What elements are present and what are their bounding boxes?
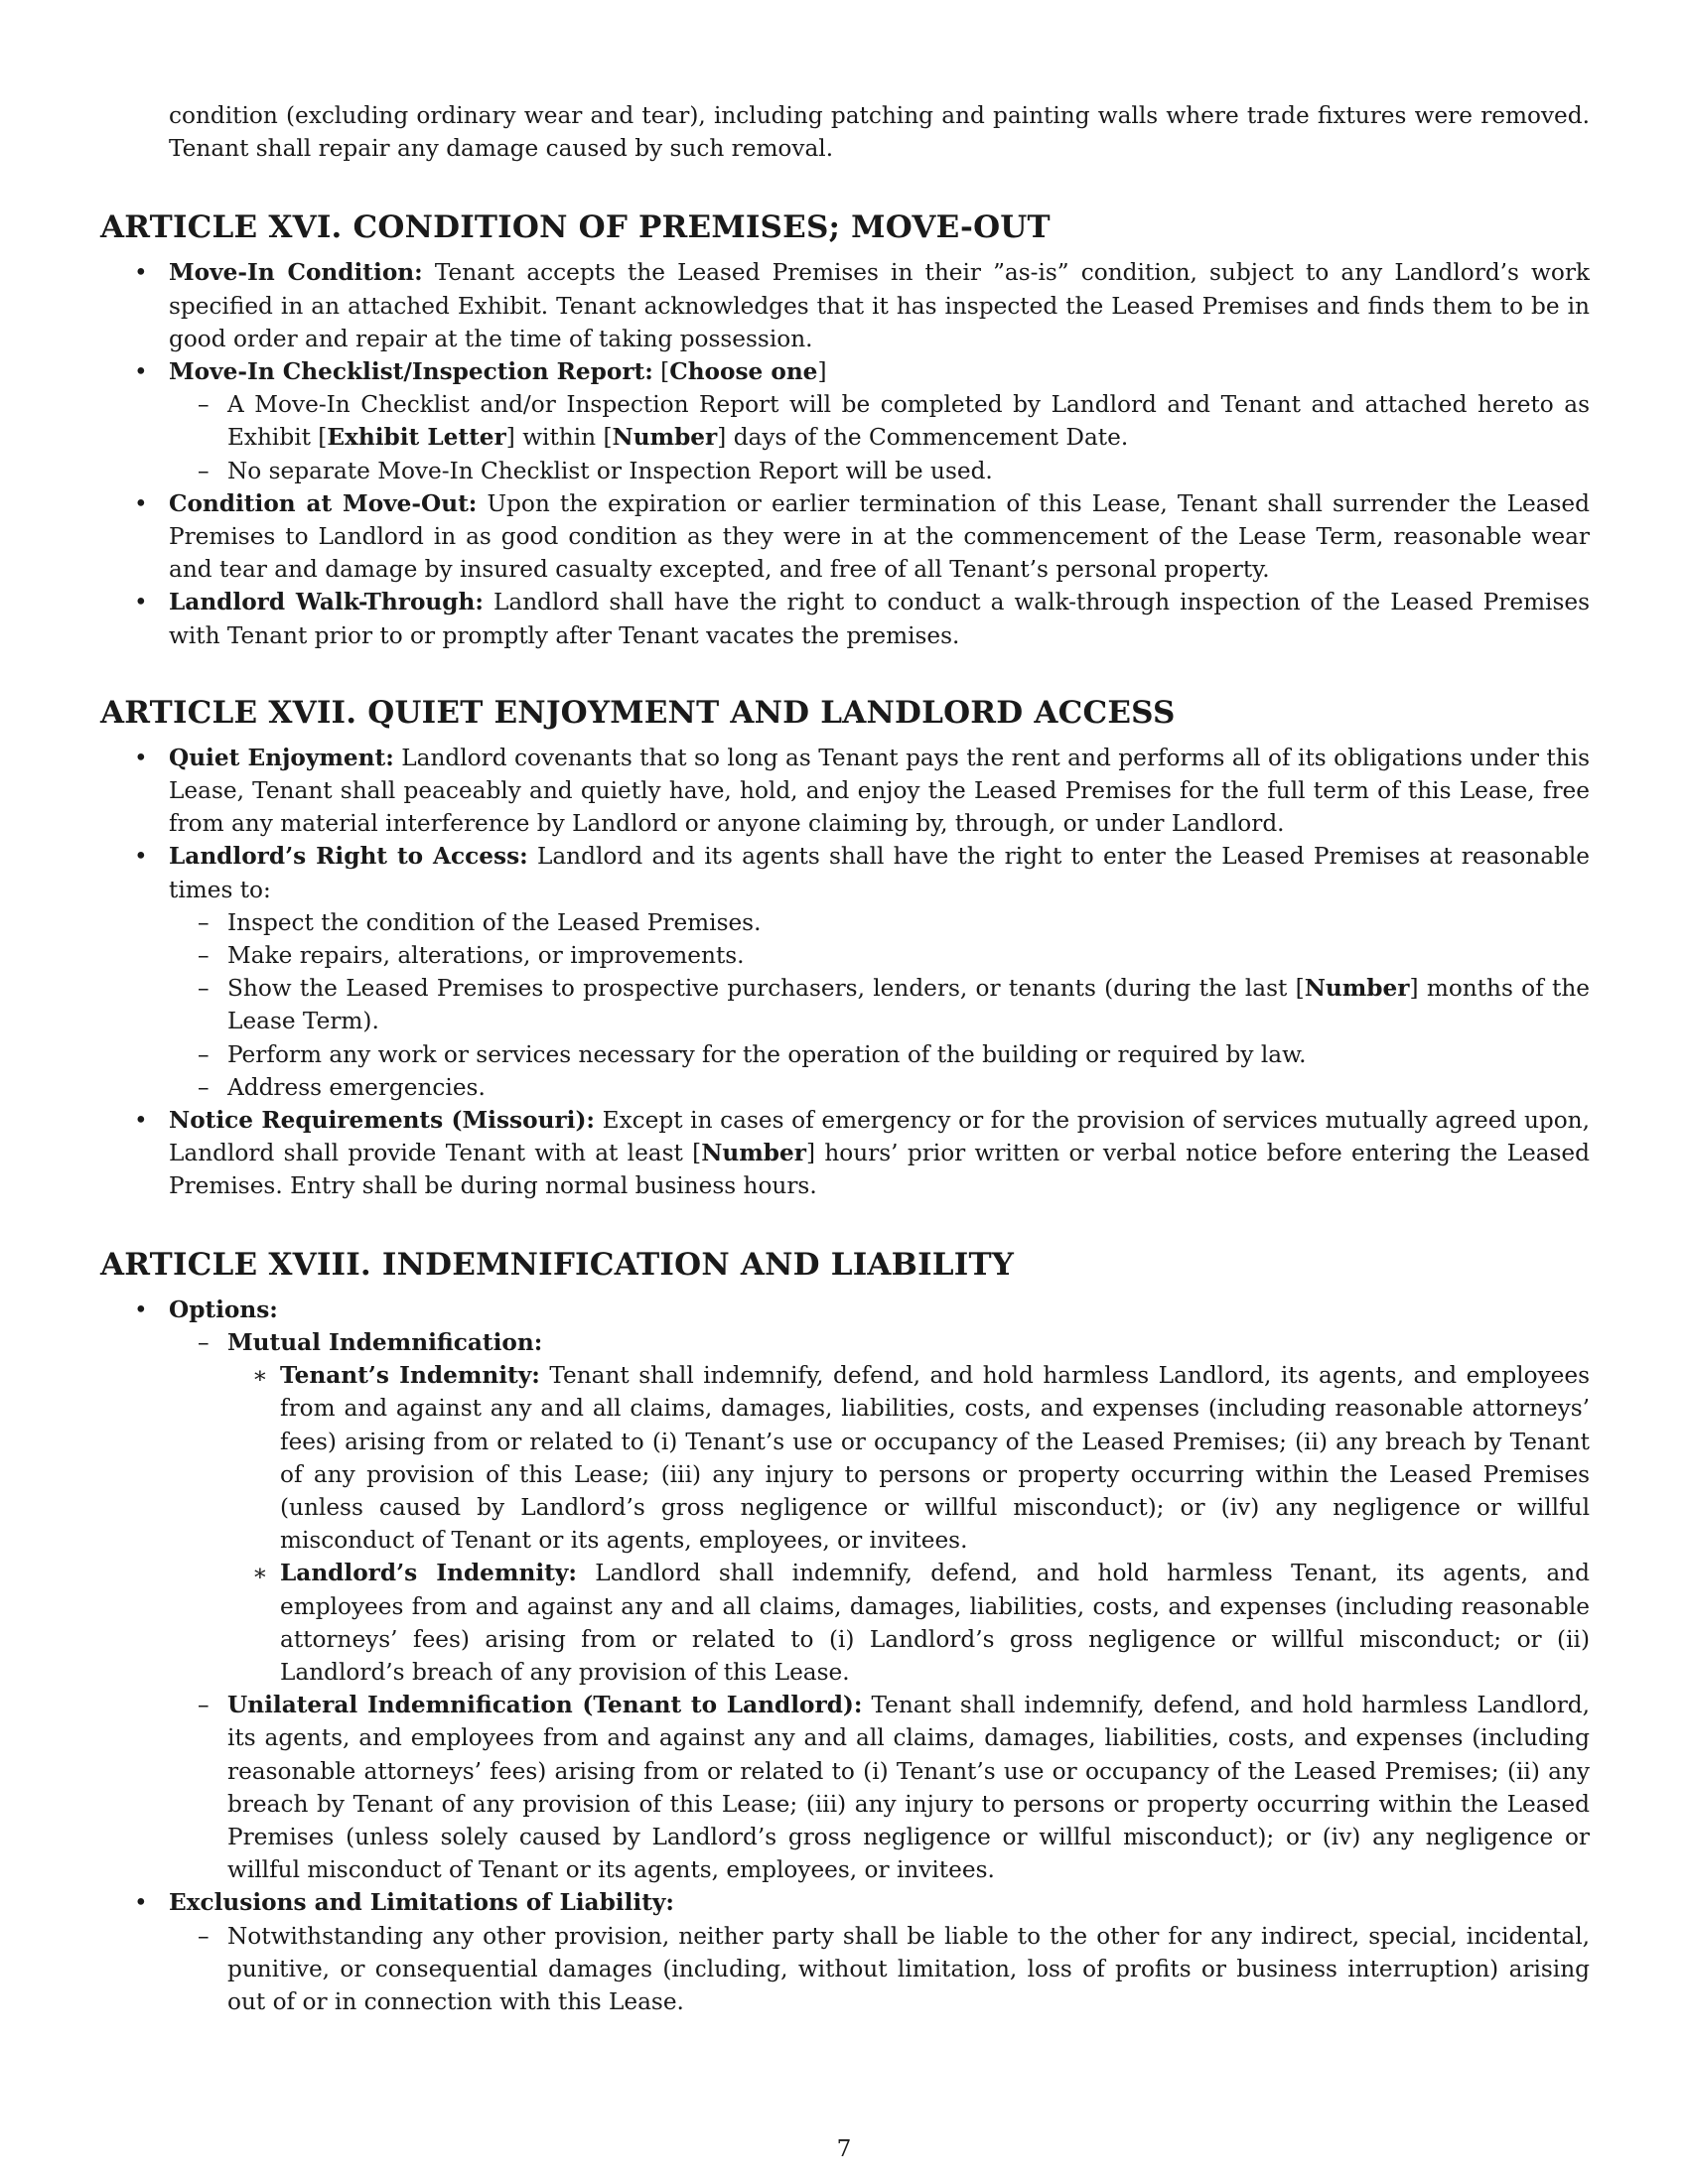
dash-icon: – xyxy=(198,457,210,484)
item-text: Make repairs, alterations, or improvements. xyxy=(227,942,745,970)
item-text: Landlord shall have the right to conduct a walk-through inspection of the Leased Premises with Tenant prior to or promptly after Tenant vacates the premises. xyxy=(169,589,1590,649)
sub-list xyxy=(169,1326,1590,1886)
sub-list xyxy=(169,388,1590,487)
item-label: Mutual Indemnification: xyxy=(227,1328,543,1356)
list-item xyxy=(100,840,1590,1104)
list-item xyxy=(100,1886,1590,2018)
dash-icon: – xyxy=(198,975,210,1003)
article-xvii-list xyxy=(100,742,1590,1203)
item-label: Tenant’s Indemnity: xyxy=(280,1362,540,1390)
dash-icon: – xyxy=(198,1073,210,1101)
article-xvii-heading: ARTICLE XVII. QUIET ENJOYMENT AND LANDLORD ACCESS xyxy=(100,694,1176,731)
placeholder-number: Number xyxy=(1304,975,1410,1003)
item-text: Perform any work or services necessary for the operation of the building or required by law. xyxy=(227,1040,1307,1068)
placeholder-number: Number xyxy=(701,1140,806,1167)
page-number: 7 xyxy=(836,2135,852,2162)
item-label: Unilateral Indemnification (Tenant to Landlord): xyxy=(227,1692,863,1719)
item-text: Notwithstanding any other provision, neither party shall be liable to the other for any indirect, special, incidental, punitive, or consequential damages (including, without limitation, loss of profits or business interruption) arising out of or in connection with this Lease. xyxy=(227,1922,1590,2015)
list-item xyxy=(100,586,1590,651)
item-label: Options: xyxy=(169,1296,278,1323)
sub-list-item xyxy=(169,1071,1590,1104)
placeholder-choose-one: Choose one xyxy=(669,358,818,386)
bullet-icon: • xyxy=(134,1296,148,1323)
item-label: Move-In Condition: xyxy=(169,259,423,287)
list-item xyxy=(100,1294,1590,1887)
sub-list xyxy=(169,906,1590,1104)
sub-sub-list xyxy=(227,1359,1590,1689)
sub-list xyxy=(169,1920,1590,2019)
sub-list-item: – A Move-In Checklist and/or Inspection Report will be completed by Landlord and Tenant and attached hereto as Exhibit [Exhibit Letter] within [Number] days of the Commencement Date. xyxy=(169,388,1590,454)
list-item: • Notice Requirements (Missouri): Except in cases of emergency or for the provision of services mutually agreed upon, Landlord shall provide Tenant with at least [Number] hours’ prior written or verbal notice before entering the Leased Premises. Entry shall be during normal business hours. xyxy=(100,1104,1590,1203)
bullet-icon: • xyxy=(134,843,148,871)
item-text: No separate Move-In Checklist or Inspection Report will be used. xyxy=(227,457,993,484)
item-label: Landlord’s Right to Access: xyxy=(169,843,528,871)
list-item xyxy=(100,742,1590,841)
placeholder-exhibit-letter: Exhibit Letter xyxy=(327,424,506,452)
item-label: Landlord Walk-Through: xyxy=(169,589,484,616)
sub-list-item xyxy=(169,1038,1590,1071)
item-text: Landlord covenants that so long as Tenant pays the rent and performs all of its obligations under this Lease, Tenant shall peaceably and quietly have, hold, and enjoy the Leased Premises for the full term of this Lease, free from any material interference by Landlord or anyone claiming by, through, or under Landlord. xyxy=(169,744,1590,838)
dash-icon: – xyxy=(198,391,210,419)
item-text: Landlord shall indemnify, defend, and hold harmless Tenant, its agents, and employees from and against any and all claims, damages, liabilities, costs, and expenses (including reasonable attorneys’ fees) arising from or related to (i) Landlord’s gross negligence or willful misconduct; or (ii) Landlord’s breach of any provision of this Lease. xyxy=(280,1560,1591,1686)
item-text: hours’ prior written or verbal notice before entering the Leased Premises. Entry shall be during normal business hours. xyxy=(169,1140,1590,1200)
bullet-icon: • xyxy=(134,358,148,386)
sub-list-item xyxy=(169,1920,1590,2019)
item-text: Show the Leased Premises to prospective purchasers, lenders, or tenants (during the last xyxy=(227,975,1288,1003)
placeholder-number: Number xyxy=(612,424,718,452)
sub-list-item xyxy=(169,1689,1590,1886)
item-label: Landlord’s Indemnity: xyxy=(280,1560,577,1587)
item-label: Notice Requirements (Missouri): xyxy=(169,1107,595,1135)
item-text: Except in cases of emergency or for the provision of services mutually agreed upon, Landlord shall provide Tenant with at least xyxy=(169,1107,1590,1167)
bullet-icon: • xyxy=(134,589,148,616)
item-text: A Move-In Checklist and/or Inspection Report will be completed by Landlord and Tenant and attached hereto as Exhibit xyxy=(227,391,1590,452)
item-text: within xyxy=(522,424,597,452)
bullet-icon: • xyxy=(134,1107,148,1135)
item-label: Quiet Enjoyment: xyxy=(169,744,394,771)
asterisk-icon: ∗ xyxy=(252,1362,268,1390)
bullet-icon: • xyxy=(134,489,148,517)
bullet-icon: • xyxy=(134,1889,148,1917)
list-item xyxy=(100,256,1590,355)
sub-sub-list-item xyxy=(227,1557,1590,1689)
item-text: Tenant shall indemnify, defend, and hold harmless Landlord, its agents, and employees from and against any and all claims, damages, liabilities, costs, and expenses (including reasonable attorneys’ fees) arising from or related to (i) Tenant’s use or occupancy of the Leased Premises; (ii) any breach by Tenant of any provision of this Lease; (iii) any injury to persons or property occurring within the Leased Premises (unless solely caused by Landlord’s gross negligence or willful misconduct); or (iv) any negligence or willful misconduct of Tenant or its agents, employees, or invitees. xyxy=(227,1692,1590,1884)
dash-icon: – xyxy=(198,1328,210,1356)
item-text: months of the Lease Term). xyxy=(227,975,1590,1035)
continuation-paragraph: condition (excluding ordinary wear and tear), including patching and painting walls where trade fixtures were removed. Tenant shall repair any damage caused by such removal. xyxy=(169,102,1590,163)
bullet-icon: • xyxy=(134,259,148,287)
sub-list-item xyxy=(169,1326,1590,1689)
item-text: Inspect the condition of the Leased Premises. xyxy=(227,908,762,936)
sub-sub-list-item xyxy=(227,1359,1590,1557)
item-text: Upon the expiration or earlier termination of this Lease, Tenant shall surrender the Leased Premises to Landlord in as good condition as they were in at the commencement of the Lease Term, reasonable wear and tear and damage by insured casualty excepted, and free of all Tenant’s personal property. xyxy=(169,489,1590,584)
article-xvi-list xyxy=(100,256,1590,651)
dash-icon: – xyxy=(198,908,210,936)
asterisk-icon: ∗ xyxy=(252,1560,268,1587)
item-text: Tenant shall indemnify, defend, and hold harmless Landlord, its agents, and employees from and against any and all claims, damages, liabilities, costs, and expenses (including reasonable attorneys’ fees) arising from or related to (i) Tenant’s use or occupancy of the Leased Premises; (ii) any breach by Tenant of any provision of this Lease; (iii) any injury to persons or property occurring within the Leased Premises (unless caused by Landlord’s gross negligence or willful misconduct); or (iv) any negligence or willful misconduct of Tenant or its agents, employees, or invitees. xyxy=(280,1362,1590,1555)
list-item: • Move-In Checklist/Inspection Report: [Choose one] – A Move-In Checklist and/or Inspection Report will be completed by Landlord and Tenant and attached hereto as Exhibit [Exhibit Letter] within [Number] days of the Commencement Date. – No separate Move-In Checklist or Inspection Report will be used. xyxy=(100,355,1590,487)
list-item xyxy=(100,487,1590,587)
bullet-icon: • xyxy=(134,744,148,771)
sub-list-item xyxy=(169,906,1590,939)
item-text: Address emergencies. xyxy=(227,1073,486,1101)
dash-icon: – xyxy=(198,942,210,970)
document-page xyxy=(100,0,1590,2018)
item-text: Tenant accepts the Leased Premises in their ”as-is” condition, subject to any Landlord’s work specified in an attached Exhibit. Tenant acknowledges that it has inspected the Leased Premises and finds them to be in good order and repair at the time of taking possession. xyxy=(169,259,1590,352)
dash-icon: – xyxy=(198,1692,210,1719)
item-text: days of the Commencement Date. xyxy=(733,424,1129,452)
sub-list-item: – Show the Leased Premises to prospective purchasers, lenders, or tenants (during the last [Number] months of the Lease Term). xyxy=(169,972,1590,1037)
article-xviii-list xyxy=(100,1294,1590,2018)
dash-icon: – xyxy=(198,1040,210,1068)
item-label: Exclusions and Limitations of Liability: xyxy=(169,1889,674,1917)
sub-list-item xyxy=(169,939,1590,972)
article-xviii-heading: ARTICLE XVIII. INDEMNIFICATION AND LIABILITY xyxy=(100,1246,1015,1283)
article-xvi-heading: ARTICLE XVI. CONDITION OF PREMISES; MOVE-OUT xyxy=(100,209,1051,246)
item-text: Landlord and its agents shall have the right to enter the Leased Premises at reasonable times to: xyxy=(169,843,1590,903)
item-label: Move-In Checklist/Inspection Report: xyxy=(169,358,653,386)
sub-list-item xyxy=(169,455,1590,487)
item-label: Condition at Move-Out: xyxy=(169,489,478,517)
dash-icon: – xyxy=(198,1922,210,1950)
